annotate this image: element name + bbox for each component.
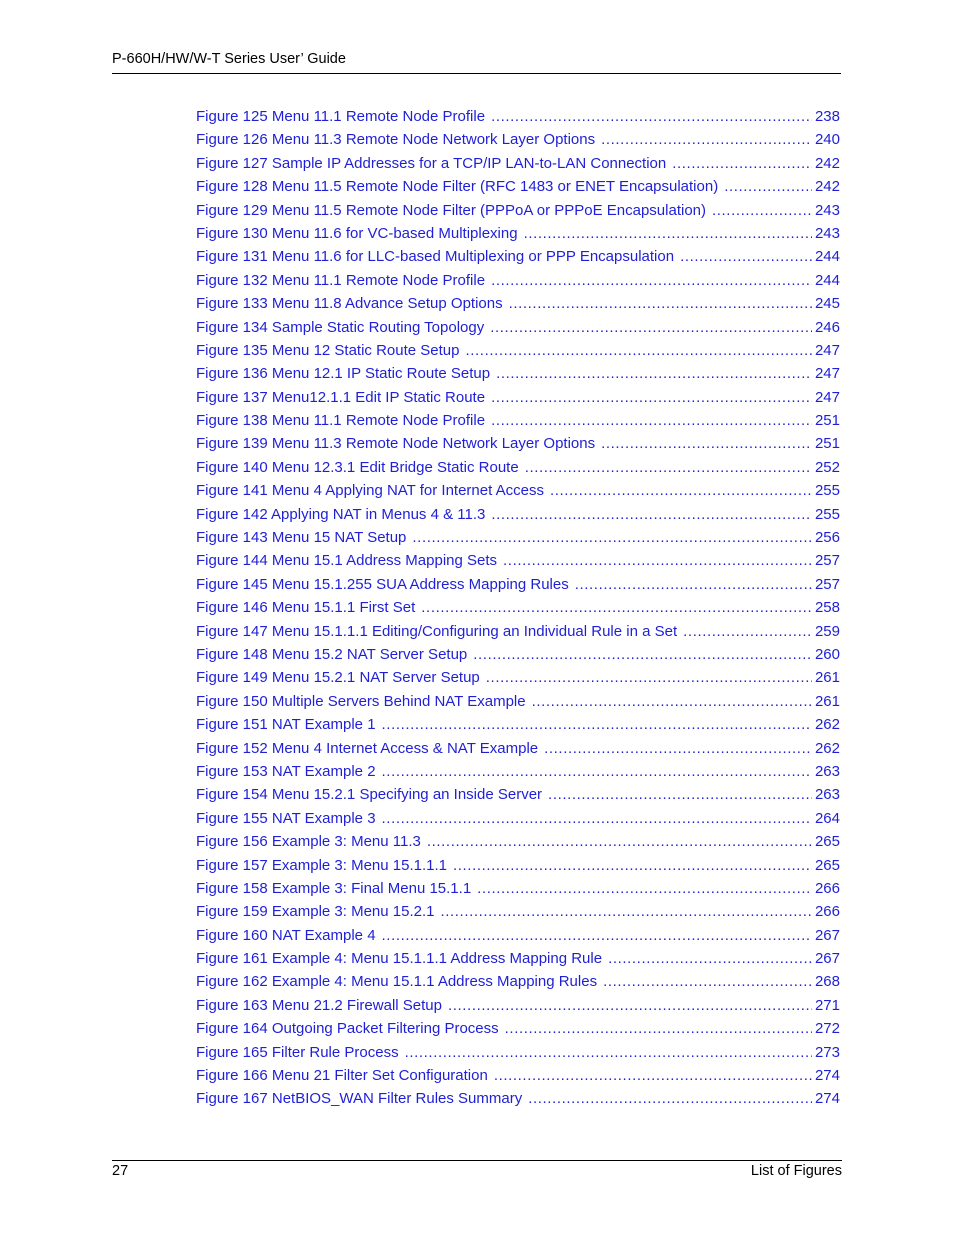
toc-entry-page: 251 xyxy=(814,435,840,453)
toc-entry-title: Figure 137 Menu12.1.1 Edit IP Static Route xyxy=(196,388,486,406)
toc-entry-page: 262 xyxy=(814,739,840,757)
toc-entry[interactable] xyxy=(196,690,840,713)
toc-entry-page: 273 xyxy=(814,1043,840,1061)
toc-entry-page: 267 xyxy=(814,950,840,968)
toc-entry[interactable] xyxy=(196,807,840,830)
toc-entry-title: Figure 132 Menu 11.1 Remote Node Profile xyxy=(196,271,486,289)
toc-entry-title: Figure 148 Menu 15.2 NAT Server Setup xyxy=(196,645,468,663)
toc-entry-page: 240 xyxy=(814,131,840,149)
toc-entry-page: 255 xyxy=(814,482,840,500)
toc-entry[interactable] xyxy=(196,877,840,900)
toc-entry[interactable] xyxy=(196,199,840,222)
dot-leader xyxy=(494,1064,812,1087)
toc-entry-title: Figure 126 Menu 11.3 Remote Node Network Layer Options xyxy=(196,131,596,149)
dot-leader xyxy=(448,994,812,1017)
toc-entry-page: 247 xyxy=(814,341,840,359)
dot-leader xyxy=(575,573,812,596)
toc-entry-page: 247 xyxy=(814,388,840,406)
toc-entry[interactable] xyxy=(196,666,840,689)
toc-entry[interactable] xyxy=(196,994,840,1017)
dot-leader xyxy=(382,760,812,783)
toc-entry[interactable] xyxy=(196,713,840,736)
dot-leader xyxy=(427,830,812,853)
toc-entry[interactable] xyxy=(196,362,840,385)
toc-entry-title: Figure 153 NAT Example 2 xyxy=(196,762,376,780)
toc-entry-page: 266 xyxy=(814,879,840,897)
toc-entry[interactable] xyxy=(196,830,840,853)
toc-entry-title: Figure 125 Menu 11.1 Remote Node Profile xyxy=(196,108,486,125)
toc-entry-page: 274 xyxy=(814,1090,840,1108)
toc-entry-page: 258 xyxy=(814,599,840,617)
toc-entry-page: 244 xyxy=(814,271,840,289)
dot-leader xyxy=(486,666,812,689)
toc-entry-page: 271 xyxy=(814,996,840,1014)
toc-entry-title: Figure 147 Menu 15.1.1.1 Editing/Configuring an Individual Rule in a Set xyxy=(196,622,678,640)
toc-entry-title: Figure 161 Example 4: Menu 15.1.1.1 Address Mapping Rule xyxy=(196,950,603,968)
toc-entry[interactable] xyxy=(196,386,840,409)
dot-leader xyxy=(440,900,811,923)
toc-entry-page: 274 xyxy=(814,1067,840,1085)
dot-leader xyxy=(473,643,812,666)
toc-entry[interactable] xyxy=(196,643,840,666)
toc-entry-title: Figure 149 Menu 15.2.1 NAT Server Setup xyxy=(196,669,480,687)
toc-entry-title: Figure 139 Menu 11.3 Remote Node Network Layer Options xyxy=(196,435,596,453)
toc-entry-title: Figure 159 Example 3: Menu 15.2.1 xyxy=(196,903,435,921)
toc-entry-page: 259 xyxy=(814,622,840,640)
toc-entry-title: Figure 154 Menu 15.2.1 Specifying an Inside Server xyxy=(196,786,543,804)
toc-entry[interactable] xyxy=(196,526,840,549)
toc-entry[interactable] xyxy=(196,128,840,151)
toc-entry[interactable] xyxy=(196,783,840,806)
toc-entry-title: Figure 146 Menu 15.1.1 First Set xyxy=(196,599,416,617)
toc-entry-title: Figure 140 Menu 12.3.1 Edit Bridge Static Route xyxy=(196,458,519,476)
dot-leader xyxy=(528,1087,812,1110)
toc-entry-title: Figure 141 Menu 4 Applying NAT for Internet Access xyxy=(196,482,544,500)
toc-entry[interactable] xyxy=(196,900,840,923)
toc-entry[interactable] xyxy=(196,409,840,432)
toc-entry-page: 242 xyxy=(814,178,840,196)
dot-leader xyxy=(490,316,812,339)
dot-leader xyxy=(453,854,812,877)
toc-entry-title: Figure 131 Menu 11.6 for LLC-based Multiplexing or PPP Encapsulation xyxy=(196,248,675,266)
toc-entry-title: Figure 155 NAT Example 3 xyxy=(196,809,376,827)
toc-entry-title: Figure 128 Menu 11.5 Remote Node Filter (RFC 1483 or ENET Encapsulation) xyxy=(196,178,719,196)
toc-entry-page: 238 xyxy=(814,108,840,125)
dot-leader xyxy=(544,737,812,760)
toc-entry[interactable] xyxy=(196,573,840,596)
toc-entry-title: Figure 164 Outgoing Packet Filtering Process xyxy=(196,1020,499,1038)
toc-entry-title: Figure 142 Applying NAT in Menus 4 & 11.3 xyxy=(196,505,486,523)
dot-leader xyxy=(412,526,812,549)
toc-entry[interactable] xyxy=(196,970,840,993)
toc-entry-title: Figure 167 NetBIOS_WAN Filter Rules Summary xyxy=(196,1090,523,1108)
toc-entry-page: 245 xyxy=(814,295,840,313)
page-header xyxy=(112,51,841,74)
toc-entry-page: 272 xyxy=(814,1020,840,1038)
toc-entry-title: Figure 165 Filter Rule Process xyxy=(196,1043,399,1061)
footer-section-title: List of Figures xyxy=(750,1163,842,1179)
toc-entry-page: 243 xyxy=(814,201,840,219)
toc-entry-title: Figure 135 Menu 12 Static Route Setup xyxy=(196,341,460,359)
toc-entry-title: Figure 127 Sample IP Addresses for a TCP/IP LAN-to-LAN Connection xyxy=(196,154,667,172)
toc-entry[interactable] xyxy=(196,1041,840,1064)
toc-entry-page: 256 xyxy=(814,529,840,547)
dot-leader xyxy=(466,339,812,362)
toc-entry-title: Figure 152 Menu 4 Internet Access & NAT Example xyxy=(196,739,539,757)
toc-entry-title: Figure 157 Example 3: Menu 15.1.1.1 xyxy=(196,856,447,874)
dot-leader xyxy=(712,199,812,222)
toc-entry[interactable] xyxy=(196,105,840,128)
dot-leader xyxy=(524,222,812,245)
toc-entry-title: Figure 138 Menu 11.1 Remote Node Profile xyxy=(196,412,486,430)
toc-entry-page: 262 xyxy=(814,716,840,734)
toc-entry-title: Figure 163 Menu 21.2 Firewall Setup xyxy=(196,996,442,1014)
dot-leader xyxy=(421,596,812,619)
footer-page-number: 27 xyxy=(112,1163,129,1179)
toc-entry-title: Figure 129 Menu 11.5 Remote Node Filter (PPPoA or PPPoE Encapsulation) xyxy=(196,201,706,219)
toc-entry-page: 257 xyxy=(814,552,840,570)
toc-entry-page: 264 xyxy=(814,809,840,827)
toc-entry[interactable] xyxy=(196,620,840,643)
dot-leader xyxy=(491,105,812,128)
toc-entry[interactable] xyxy=(196,1087,840,1110)
toc-entry-title: Figure 134 Sample Static Routing Topology xyxy=(196,318,485,336)
toc-entry[interactable] xyxy=(196,245,840,268)
toc-entry[interactable] xyxy=(196,854,840,877)
toc-entry-title: Figure 162 Example 4: Menu 15.1.1 Address Mapping Rules xyxy=(196,973,598,991)
dot-leader xyxy=(491,269,812,292)
toc-entry-title: Figure 150 Multiple Servers Behind NAT Example xyxy=(196,692,526,710)
toc-entry-page: 267 xyxy=(814,926,840,944)
toc-entry-page: 266 xyxy=(814,903,840,921)
toc-entry-page: 257 xyxy=(814,575,840,593)
toc-entry-title: Figure 160 NAT Example 4 xyxy=(196,926,376,944)
dot-leader xyxy=(491,409,812,432)
dot-leader xyxy=(382,713,812,736)
dot-leader xyxy=(532,690,812,713)
toc-entry-page: 265 xyxy=(814,833,840,851)
toc-entry[interactable] xyxy=(196,760,840,783)
toc-entry-page: 260 xyxy=(814,645,840,663)
toc-entry[interactable] xyxy=(196,339,840,362)
dot-leader xyxy=(509,292,812,315)
dot-leader xyxy=(477,877,812,900)
toc-entry-title: Figure 151 NAT Example 1 xyxy=(196,716,376,734)
dot-leader xyxy=(601,128,812,151)
toc-entry[interactable] xyxy=(196,479,840,502)
toc-entry-title: Figure 136 Menu 12.1 IP Static Route Setup xyxy=(196,365,491,383)
toc-entry-page: 247 xyxy=(814,365,840,383)
toc-entry-page: 246 xyxy=(814,318,840,336)
toc-entry-page: 261 xyxy=(814,669,840,687)
toc-entry[interactable] xyxy=(196,1017,840,1040)
toc-entry-page: 261 xyxy=(814,692,840,710)
toc-entry-title: Figure 133 Menu 11.8 Advance Setup Options xyxy=(196,295,503,313)
dot-leader xyxy=(603,970,812,993)
toc-entry-title: Figure 156 Example 3: Menu 11.3 xyxy=(196,833,421,851)
toc-entry[interactable] xyxy=(196,947,840,970)
dot-leader xyxy=(601,432,812,455)
toc-entry[interactable] xyxy=(196,432,840,455)
toc-entry-page: 251 xyxy=(814,412,840,430)
toc-entry-title: Figure 158 Example 3: Final Menu 15.1.1 xyxy=(196,879,472,897)
dot-leader xyxy=(680,245,812,268)
dot-leader xyxy=(496,362,812,385)
dot-leader xyxy=(491,386,812,409)
toc-entry-title: Figure 130 Menu 11.6 for VC-based Multiplexing xyxy=(196,224,518,242)
toc-entry-page: 263 xyxy=(814,762,840,780)
list-of-figures xyxy=(196,105,840,1111)
toc-entry-page: 265 xyxy=(814,856,840,874)
toc-entry-title: Figure 166 Menu 21 Filter Set Configuration xyxy=(196,1067,488,1085)
dot-leader xyxy=(505,1017,812,1040)
toc-entry[interactable] xyxy=(196,175,840,198)
toc-entry[interactable] xyxy=(196,152,840,175)
dot-leader xyxy=(525,456,812,479)
toc-entry[interactable] xyxy=(196,269,840,292)
toc-entry[interactable] xyxy=(196,316,840,339)
toc-entry[interactable] xyxy=(196,503,840,526)
toc-entry[interactable] xyxy=(196,737,840,760)
toc-entry-page: 243 xyxy=(814,224,840,242)
dot-leader xyxy=(382,807,812,830)
toc-entry-page: 255 xyxy=(814,505,840,523)
dot-leader xyxy=(608,947,812,970)
toc-entry-page: 252 xyxy=(814,458,840,476)
dot-leader xyxy=(405,1041,812,1064)
dot-leader xyxy=(503,549,812,572)
toc-entry-page: 268 xyxy=(814,973,840,991)
dot-leader xyxy=(672,152,812,175)
toc-entry[interactable] xyxy=(196,549,840,572)
toc-entry[interactable] xyxy=(196,456,840,479)
dot-leader xyxy=(548,783,812,806)
page-footer xyxy=(112,1160,842,1183)
toc-entry[interactable] xyxy=(196,924,840,947)
toc-entry-title: Figure 144 Menu 15.1 Address Mapping Sets xyxy=(196,552,498,570)
toc-entry[interactable] xyxy=(196,222,840,245)
dot-leader xyxy=(683,620,812,643)
toc-entry-title: Figure 143 Menu 15 NAT Setup xyxy=(196,529,407,547)
document-title: P-660H/HW/W-T Series User’ Guide xyxy=(112,51,346,67)
dot-leader xyxy=(491,503,812,526)
dot-leader xyxy=(724,175,812,198)
dot-leader xyxy=(382,924,812,947)
toc-entry-page: 242 xyxy=(814,154,840,172)
toc-entry[interactable] xyxy=(196,1064,840,1087)
dot-leader xyxy=(550,479,812,502)
toc-entry-title: Figure 145 Menu 15.1.255 SUA Address Mapping Rules xyxy=(196,575,569,593)
toc-entry-page: 263 xyxy=(814,786,840,804)
toc-entry-page: 244 xyxy=(814,248,840,266)
toc-entry[interactable] xyxy=(196,292,840,315)
toc-entry[interactable] xyxy=(196,596,840,619)
